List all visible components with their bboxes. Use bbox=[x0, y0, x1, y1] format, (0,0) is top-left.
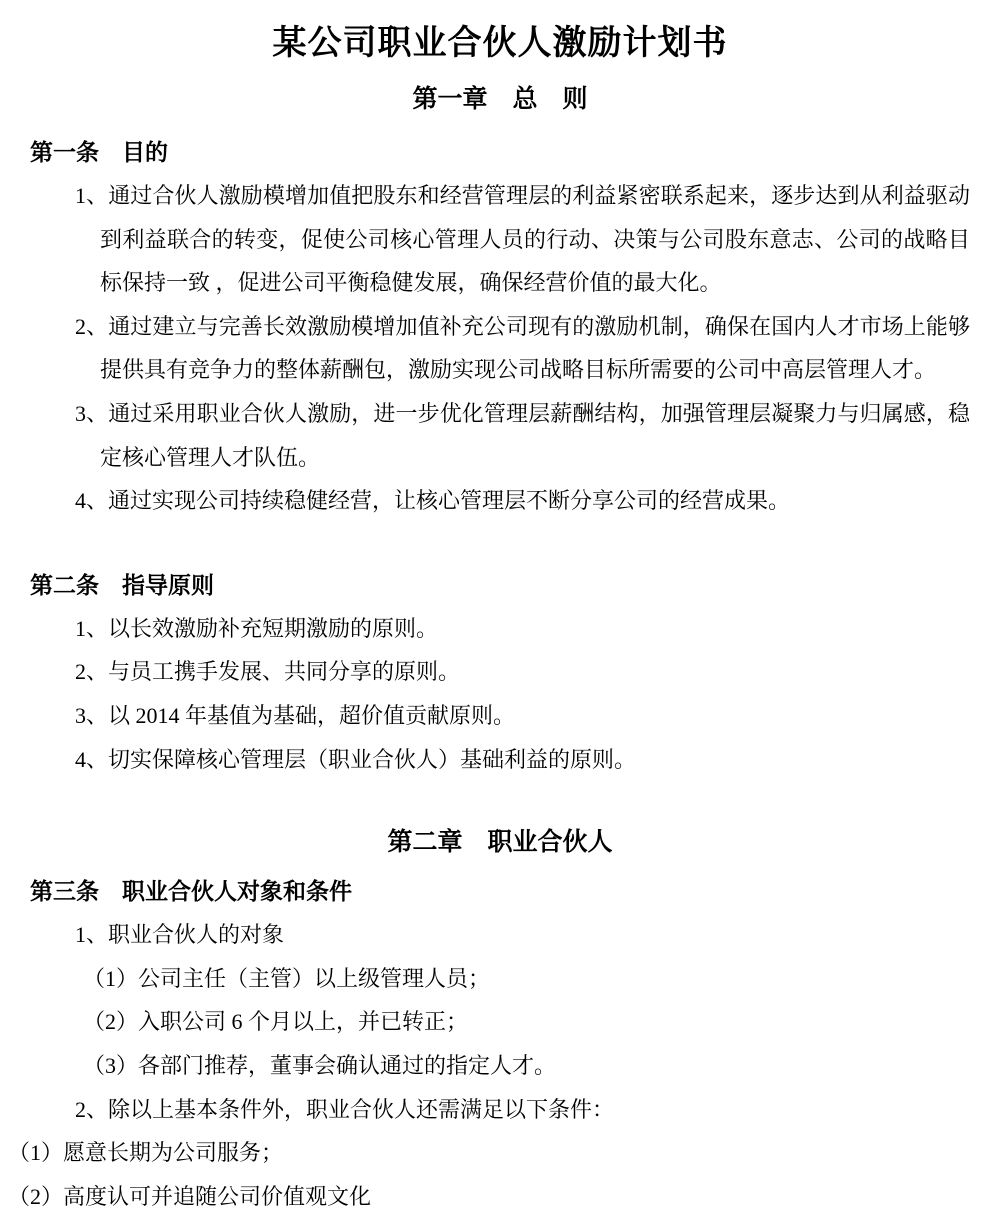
article-1-item-3: 3、通过采用职业合伙人激励，进一步优化管理层薪酬结构，加强管理层凝聚力与归属感，稳定核心管理人才队伍。 bbox=[75, 400, 970, 470]
document-title: 某公司职业合伙人激励计划书 bbox=[272, 24, 728, 62]
article-3-item-2: 2、除以上基本条件外，职业合伙人还需满足以下条件： bbox=[75, 1096, 615, 1122]
article-3-item-2-2: （2）高度认可并追随公司价值观文化 bbox=[8, 1183, 372, 1209]
article-1-item-2: 2、通过建立与完善长效激励模增加值补充公司现有的激励机制，确保在国内人才市场上能够提供具有竞争力的整体薪酬包，激励实现公司战略目标所需要的公司中高层管理人才。 bbox=[75, 313, 970, 383]
article-3-item-1: 1、职业合伙人的对象 bbox=[75, 922, 285, 948]
chapter-1-heading: 第一章 总 则 bbox=[412, 86, 588, 113]
article-2-item-2: 2、与员工携手发展、共同分享的原则。 bbox=[75, 659, 461, 685]
article-3-heading: 第三条 职业合伙人对象和条件 bbox=[30, 878, 352, 905]
article-1-item-1: 1、通过合伙人激励模增加值把股东和经营管理层的利益紧密联系起来，逐步达到从利益驱动到利益联合的转变，促使公司核心管理人员的行动、决策与公司股东意志、公司的战略目标保持一致 ，促进公司平衡稳健发展，确保经营价值的最大化。 bbox=[75, 183, 970, 296]
article-2-item-1: 1、以长效激励补充短期激励的原则。 bbox=[75, 615, 439, 641]
article-3-item-1-1: （1）公司主任（主管）以上级管理人员； bbox=[83, 965, 491, 991]
article-3-item-1-2: （2）入职公司 6 个月以上，并已转正； bbox=[83, 1009, 469, 1035]
chapter-2-heading: 第二章 职业合伙人 bbox=[387, 829, 613, 857]
article-3-item-2-1: （1）愿意长期为公司服务； bbox=[8, 1140, 284, 1166]
article-1-heading: 第一条 目的 bbox=[30, 139, 168, 165]
article-3-item-1-3: （3）各部门推荐，董事会确认通过的指定人才。 bbox=[83, 1052, 557, 1078]
article-2-item-4: 4、切实保障核心管理层（职业合伙人）基础利益的原则。 bbox=[75, 746, 637, 772]
article-2-heading: 第二条 指导原则 bbox=[30, 571, 214, 598]
article-1-item-4: 4、通过实现公司持续稳健经营，让核心管理层不断分享公司的经营成果。 bbox=[75, 488, 791, 514]
article-2-item-3: 3、以 2014 年基值为基础，超价值贡献原则。 bbox=[75, 702, 516, 728]
